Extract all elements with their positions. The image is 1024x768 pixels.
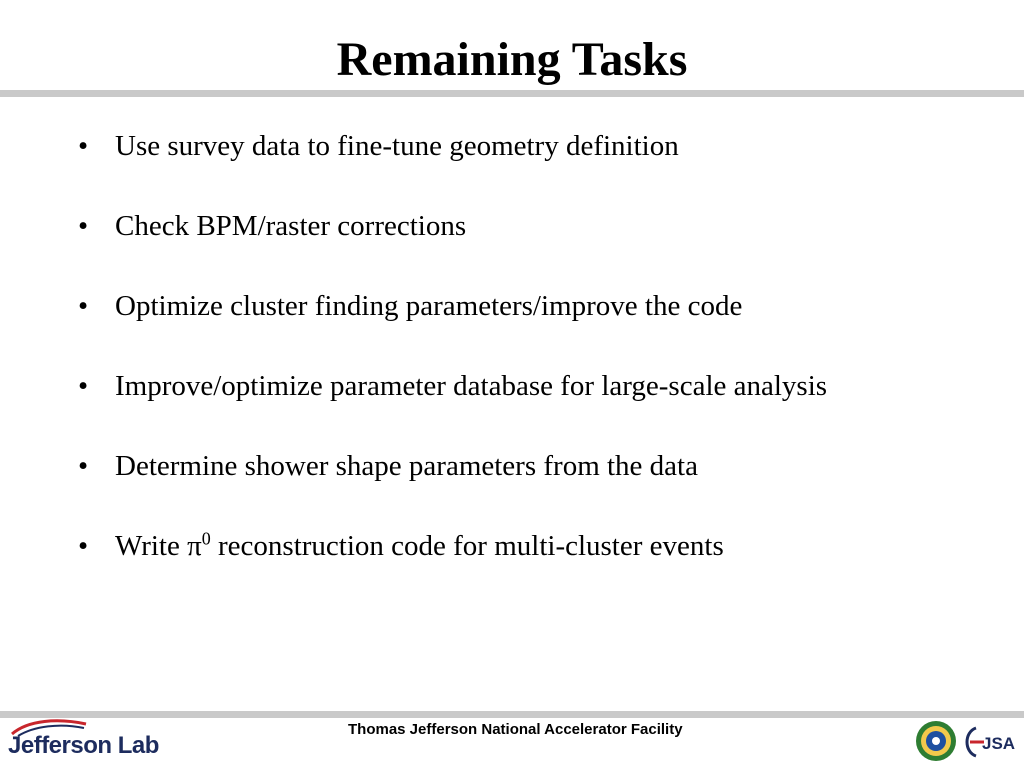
bullet-marker: • [78,370,89,402]
bullet-item [78,350,958,422]
jefferson-lab-wordmark: Jefferson Lab [8,732,159,759]
bullet-marker: • [78,290,89,322]
doe-seal-icon [915,720,957,762]
footer-org-name: Thomas Jefferson National Accelerator Facility [348,721,683,738]
bullet-item [78,128,958,164]
bullet-text: Improve/optimize parameter database for large-scale analysis [115,370,828,402]
bullet-text: Optimize cluster finding parameters/improve the code [115,290,743,322]
bullet-list [78,128,958,608]
jsa-logo-icon [962,722,1020,762]
bullet-text [115,530,724,562]
bullet-text-prefix: Write [115,530,188,562]
slide-title: Remaining Tasks [336,33,688,86]
pi-symbol: π [187,530,202,562]
bullet-text-suffix: reconstruction code for multi-cluster events [210,530,724,562]
bullet-text: Use survey data to fine-tune geometry definition [115,130,679,162]
bullet-item [78,448,958,484]
bullet-marker: • [78,530,89,562]
bullet-text: Check BPM/raster corrections [115,210,467,242]
bullet-text: Determine shower shape parameters from the data [115,450,698,482]
footer-divider [0,711,1024,718]
bullet-item [78,288,958,324]
bullet-marker: • [78,210,89,242]
bullet-marker: • [78,130,89,162]
title-divider [0,90,1024,97]
pi-superscript: 0 [201,528,211,549]
bullet-item [78,208,958,244]
jsa-logo-text: JSA [982,734,1016,753]
bullet-item [78,528,958,564]
jefferson-lab-logo [8,718,168,762]
bullet-marker: • [78,450,89,482]
